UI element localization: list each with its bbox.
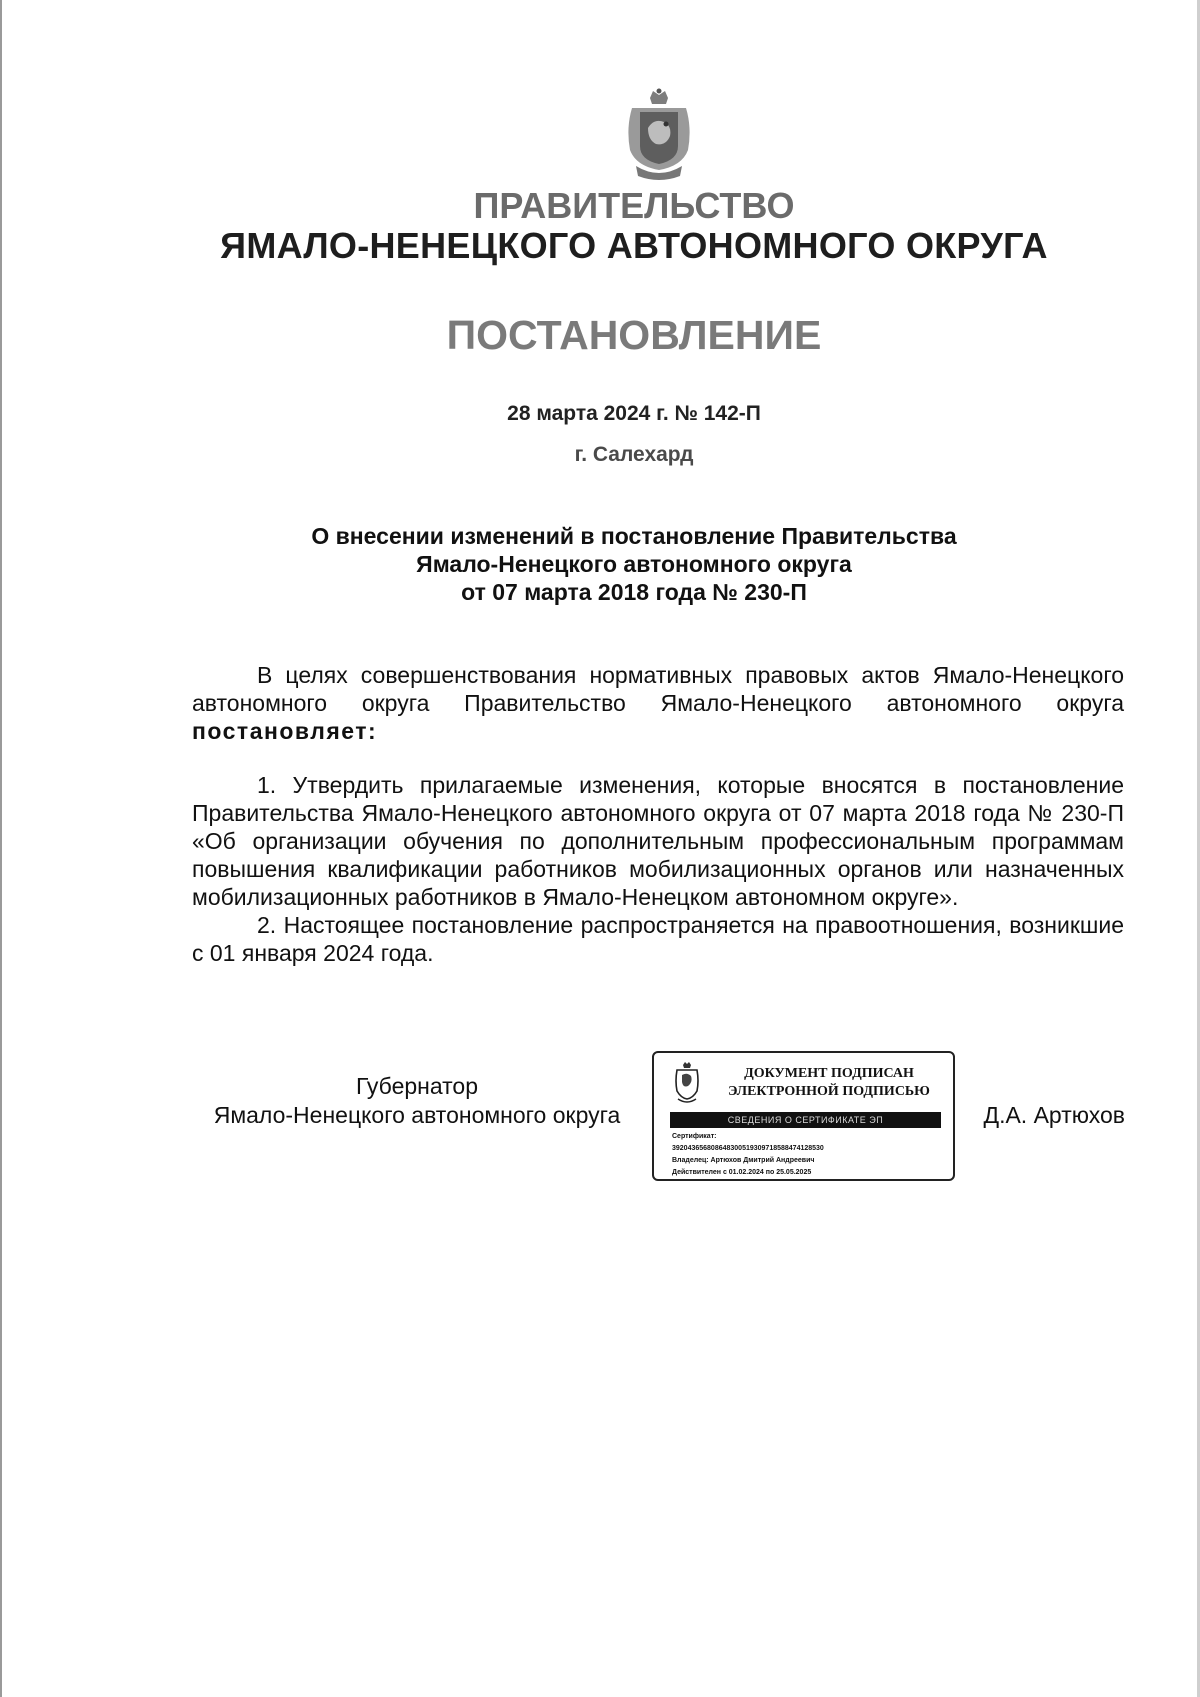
government-title-line1: ПРАВИТЕЛЬСТВО <box>473 185 795 226</box>
signer-name: Д.А. Артюхов <box>983 1102 1125 1128</box>
electronic-signature-stamp <box>652 1051 955 1181</box>
certificate-details <box>672 1131 948 1179</box>
certificate-owner: Владелец: Артюхов Дмитрий Андреевич <box>672 1157 815 1164</box>
subject-line2: Ямало-Ненецкого автономного округа <box>416 551 852 577</box>
government-title <box>200 186 1068 266</box>
page-edge-left <box>0 0 2 1697</box>
preamble-text: В целях совершенствования нормативных правовых актов Ямало-Ненецкого автономного округа Правительство Ямало-Ненецкого автономного округа <box>192 662 1124 716</box>
stamp-title-line1: ДОКУМЕНТ ПОДПИСАН <box>744 1066 914 1081</box>
signatory-position <box>192 1072 642 1130</box>
document-date-number: 28 марта 2024 г. № 142-П <box>507 402 761 425</box>
certificate-validity: Действителен с 01.02.2024 по 25.05.2025 <box>672 1169 812 1176</box>
preamble <box>192 661 1124 745</box>
subject-line1: О внесении изменений в постановление Правительства <box>311 523 957 549</box>
signatory-position-line1: Губернатор <box>355 1073 479 1099</box>
stamp-title-line2: ЭЛЕКТРОННОЙ ПОДПИСЬЮ <box>728 1084 930 1099</box>
decree-word: постановляет: <box>192 718 378 744</box>
certificate-label: Сертификат: <box>672 1133 717 1140</box>
document-subject <box>200 522 1068 606</box>
stamp-title <box>712 1065 946 1101</box>
preamble-paragraph <box>192 661 1124 745</box>
decree-item-1: 1. Утвердить прилагаемые изменения, которые вносятся в постановление Правительства Ямало-Ненецкого автономного округа от 07 марта 2018 года № 230-П «Об организации обучения по дополнительным профессиональным программам повышения квалификации работников мобилизационных органов или назначенных мобилизационных работников в Ямало-Ненецком автономном округе». <box>192 772 1124 910</box>
certificate-info-bar: СВЕДЕНИЯ О СЕРТИФИКАТЕ ЭП <box>670 1112 941 1128</box>
signatory-position-line2: Ямало-Ненецкого автономного округа <box>213 1102 621 1128</box>
subject-line3: от 07 марта 2018 года № 230-П <box>461 579 807 605</box>
decree-item-2: 2. Настоящее постановление распространяется на правоотношения, возникшие с 01 января 2024 года. <box>192 912 1124 966</box>
document-city: г. Салехард <box>574 443 694 466</box>
document-type: ПОСТАНОВЛЕНИЕ <box>446 312 822 358</box>
government-title-line2: ЯМАЛО-НЕНЕЦКОГО АВТОНОМНОГО ОКРУГА <box>220 225 1048 266</box>
certificate-number: 392043656808648300519309718588474128530 <box>672 1145 824 1152</box>
decree-items <box>192 771 1124 967</box>
coat-of-arms-icon <box>672 1061 702 1105</box>
coat-of-arms-icon <box>622 88 696 184</box>
